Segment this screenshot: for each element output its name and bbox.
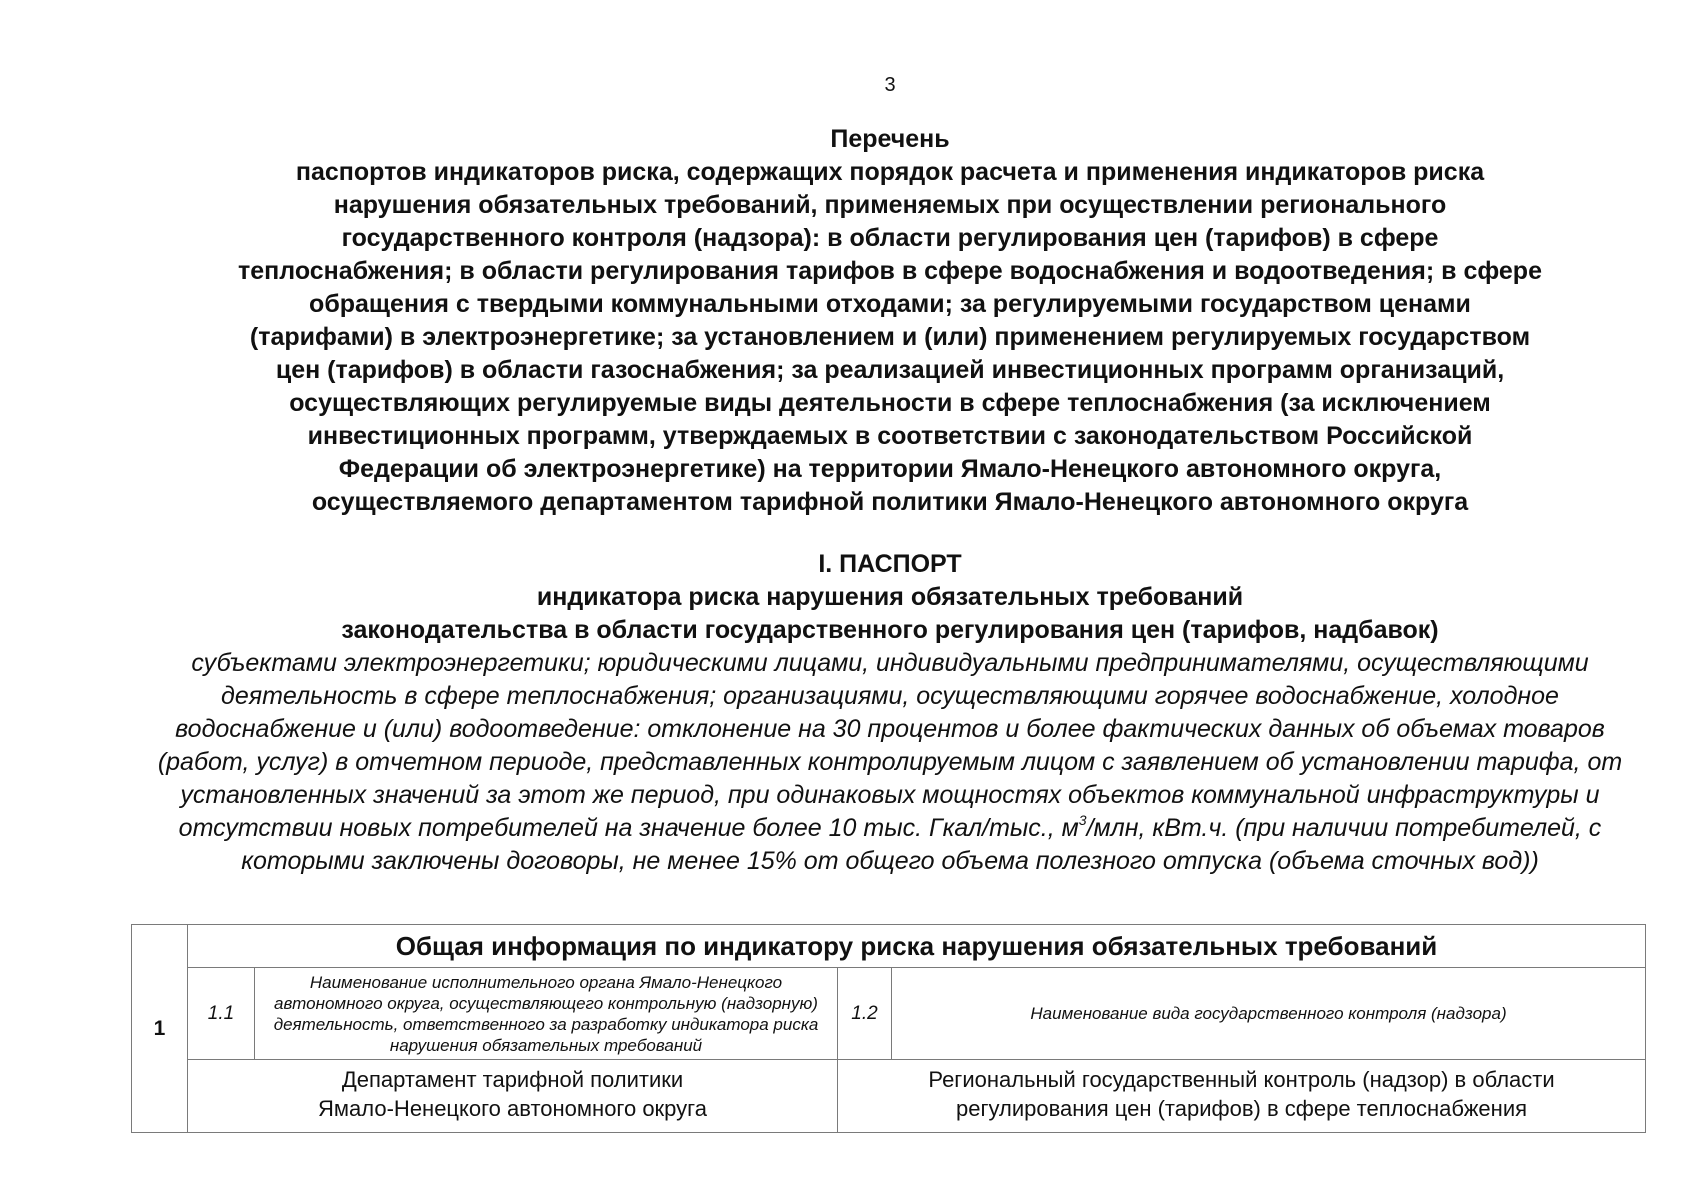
title-line: Федерации об электроэнергетике) на территории Ямало-Ненецкого автономного округа, — [338, 455, 1442, 483]
value-line: регулирования цен (тарифов) в сфере теплоснабжения — [955, 1096, 1528, 1121]
title-line: обращения с твердыми коммунальными отходами; за регулируемыми государством ценами — [309, 290, 1471, 318]
title-line: государственного контроля (надзора): в области регулирования цен (тарифов) в сфере — [341, 224, 1439, 252]
item-value — [188, 1060, 838, 1133]
description-text: субъектами электроэнергетики; юридическими лицами, индивидуальными предпринимателями, осуществляющими деятельность в сфере теплоснабжения; организациями, осуществляющими горячее водоснабжение, холодное водоснабжение и (или) водоотведение: отклонение на 30 процентов и более фактических данных об объемах товаров (работ, услуг) в отчетном периоде, представленных контролируемым лицом с заявлением об установлении тарифа, от установленных значений за этот же период, при одинаковых мощностях объектов коммунальной инфраструктуры и отсутствии новых потребителей на значение более 10 тыс. Гкал/тыс., м — [157, 649, 1623, 842]
title-line: осуществляющих регулируемые виды деятельности в сфере теплоснабжения (за исключением — [289, 389, 1491, 417]
passport-heading: I. ПАСПОРТ — [818, 550, 962, 578]
item-label: Наименование исполнительного органа Ямало-Ненецкого автономного округа, осуществляющего контрольную (надзорную) деятельность, ответственного за разработку индикатора риска нарушения обязательных требований — [255, 968, 838, 1060]
item-number: 1.2 — [838, 968, 892, 1060]
item-number: 1.1 — [188, 968, 255, 1060]
title-line: паспортов индикаторов риска, содержащих порядок расчета и применения индикаторов риска — [295, 158, 1485, 186]
passport-description — [130, 647, 1650, 878]
table-header: Общая информация по индикатору риска нарушения обязательных требований — [188, 925, 1646, 968]
value-line: Ямало-Ненецкого автономного округа — [318, 1096, 707, 1121]
title-line: (тарифами) в электроэнергетике; за установлением и (или) применением регулируемых государством — [249, 323, 1531, 351]
row-number: 1 — [132, 925, 188, 1133]
table-row — [132, 1060, 1646, 1133]
passport-section — [130, 548, 1650, 878]
title-line: цен (тарифов) в области газоснабжения; за реализацией инвестиционных программ организаций, — [275, 356, 1505, 384]
passport-subtitle: законодательства в области государственного регулирования цен (тарифов, надбавок) — [341, 616, 1439, 644]
value-line: Департамент тарифной политики — [341, 1067, 684, 1092]
title-line: теплоснабжения; в области регулирования тарифов в сфере водоснабжения и водоотведения; в сфере — [238, 257, 1542, 285]
table-row — [132, 925, 1646, 968]
description-text: /млн, кВт.ч. (при наличии потребителей, с которыми заключены договоры, не менее 15% от общего объема полезного отпуска (объема сточных вод)) — [241, 814, 1602, 875]
item-label: Наименование вида государственного контроля (надзора) — [892, 968, 1646, 1060]
value-line: Региональный государственный контроль (надзор) в области — [928, 1067, 1555, 1092]
page-number: 3 — [884, 74, 896, 96]
superscript-exponent: 3 — [1078, 811, 1087, 828]
title-line: осуществляемого департаментом тарифной политики Ямало-Ненецкого автономного округа — [311, 488, 1469, 516]
title-line: нарушения обязательных требований, применяемых при осуществлении регионального — [333, 191, 1447, 219]
item-value — [838, 1060, 1646, 1133]
indicator-info-table — [131, 924, 1646, 1133]
title-heading: Перечень — [830, 125, 950, 153]
passport-subtitle: индикатора риска нарушения обязательных требований — [536, 583, 1244, 611]
table-row — [132, 968, 1646, 1060]
title-line: инвестиционных программ, утверждаемых в соответствии с законодательством Российской — [307, 422, 1473, 450]
document-title — [130, 123, 1650, 519]
